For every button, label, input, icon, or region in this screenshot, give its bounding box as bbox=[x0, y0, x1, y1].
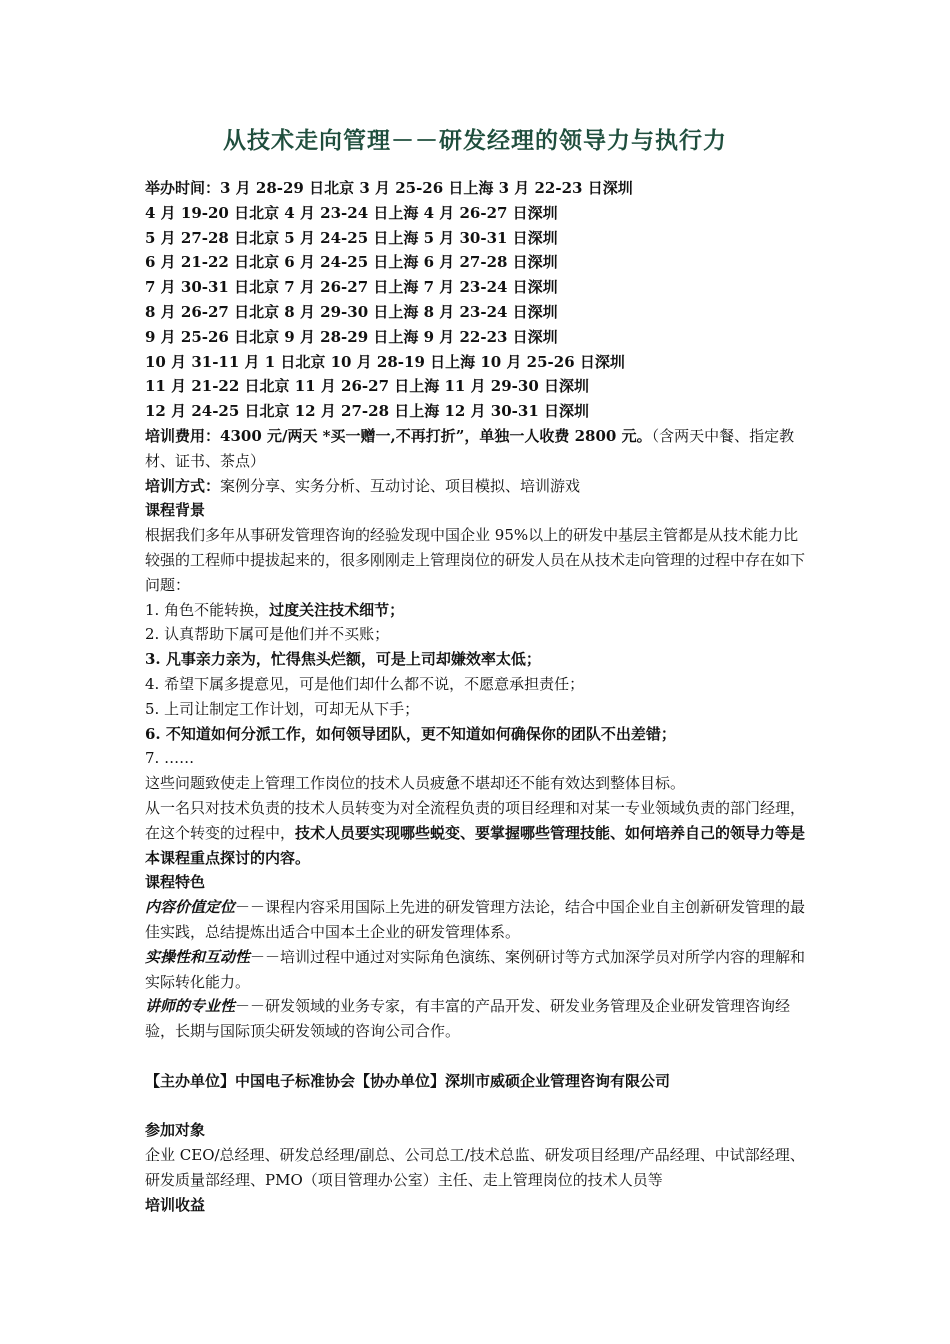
feature-text: －－课程内容采用国际上先进的研发管理方法论，结合中国企业自主创新研发管理的最佳实践，总结提炼出适合中国本土企业的研发管理体系。 bbox=[145, 898, 806, 941]
background-heading: 课程背景 bbox=[145, 501, 206, 520]
features-heading: 课程特色 bbox=[145, 873, 206, 892]
feature-item bbox=[145, 895, 810, 945]
fee-amount: 4300 元/两天 *买一赠一,不再打折”，单独一人收费 2800 元。 bbox=[220, 426, 652, 445]
feature-label: 内容价值定位 bbox=[145, 898, 236, 917]
schedule-date: 3 月 28-29 日北京 3 月 25-26 日上海 3 月 22-23 日深圳 bbox=[220, 179, 633, 197]
schedule-line: 5 月 27-28 日北京 5 月 24-25 日上海 5 月 30-31 日深圳 bbox=[145, 228, 558, 247]
problem-emphasis: 过度关注技术细节； bbox=[269, 600, 405, 619]
schedule-line: 11 月 21-22 日北京 11 月 26-27 日上海 11 月 29-30 日深圳 bbox=[145, 377, 589, 396]
background-conclusion bbox=[145, 796, 810, 870]
schedule-line: 8 月 26-27 日北京 8 月 29-30 日上海 8 月 23-24 日深圳 bbox=[145, 302, 558, 321]
conclusion-emphasis: 技术人员要实现哪些蜕变、要掌握哪些管理技能、如何培养自己的领导力等是本课程重点探讨的内容。 bbox=[145, 823, 806, 867]
fee-note: （含两天中餐、指定教材、证书、茶点） bbox=[145, 426, 795, 470]
fee-label: 培训费用： bbox=[145, 426, 221, 445]
problem-text: 1. 角色不能转换， bbox=[145, 600, 270, 619]
feature-label: 实操性和互动性 bbox=[145, 947, 251, 966]
feature-item bbox=[145, 945, 810, 995]
spacer bbox=[145, 1044, 810, 1069]
schedule-line: 12 月 24-25 日北京 12 月 27-28 日上海 12 月 30-31 日深圳 bbox=[145, 402, 589, 421]
schedule-label: 举办时间： bbox=[145, 179, 221, 197]
problem-item: 7. …… bbox=[145, 749, 195, 768]
problem-item: 4. 希望下属多提意见，可是他们却什么都不说，不愿意承担责任； bbox=[145, 674, 585, 693]
benefits-heading: 培训收益 bbox=[145, 1195, 206, 1214]
background-intro: 根据我们多年从事研发管理咨询的经验发现中国企业 95%以上的研发中基层主管都是从技术能力比较强的工程师中提拔起来的，很多刚刚走上管理岗位的研发人员在从技术走向管理的过程中存在如下问题： bbox=[145, 526, 806, 594]
problem-item: 3. 凡事亲力亲为，忙得焦头烂额，可是上司却嫌效率太低； bbox=[145, 650, 541, 669]
document-title: 从技术走向管理－－研发经理的领导力与执行力 bbox=[223, 127, 727, 154]
problem-item bbox=[145, 598, 810, 623]
feature-text: －－培训过程中通过对实际角色演练、案例研讨等方式加深学员对所学内容的理解和实际转化能力。 bbox=[145, 947, 806, 991]
feature-text: －－研发领域的业务专家，有丰富的产品开发、研发业务管理及企业研发管理咨询经验，长期与国际顶尖研发领域的咨询公司合作。 bbox=[145, 997, 791, 1041]
schedule-line: 9 月 25-26 日北京 9 月 28-29 日上海 9 月 22-23 日深圳 bbox=[145, 327, 558, 346]
schedule-line: 6 月 21-22 日北京 6 月 24-25 日上海 6 月 27-28 日深圳 bbox=[145, 253, 558, 272]
schedule-line: 4 月 19-20 日北京 4 月 23-24 日上海 4 月 26-27 日深圳 bbox=[145, 203, 558, 222]
schedule-line bbox=[145, 176, 810, 201]
problem-item: 6. 不知道如何分派工作，如何领导团队，更不知道如何确保你的团队不出差错； bbox=[145, 724, 676, 743]
document-body bbox=[145, 176, 810, 1217]
spacer bbox=[145, 1093, 810, 1118]
audience-text: 企业 CEO/总经理、研发总经理/副总、公司总工/技术总监、研发项目经理/产品经理、中试部经理、研发质量部经理、PMO（项目管理办公室）主任、走上管理岗位的技术人员等 bbox=[145, 1146, 805, 1189]
fee-paragraph bbox=[145, 424, 810, 474]
schedule-line: 10 月 31-11 月 1 日北京 10 月 28-19 日上海 10 月 25-26 日深圳 bbox=[145, 352, 625, 371]
method-label: 培训方式： bbox=[145, 476, 221, 495]
schedule-line: 7 月 30-31 日北京 7 月 26-27 日上海 7 月 23-24 日深圳 bbox=[145, 278, 558, 297]
conclusion-text: 从一名只对技术负责的技术人员转变为对全流程负责的项目经理和对某一专业领域负责的部门经理，在这个转变的过程中， bbox=[145, 798, 806, 842]
feature-item bbox=[145, 994, 810, 1044]
feature-label: 讲师的专业性 bbox=[145, 997, 236, 1016]
method-text: 案例分享、实务分析、互动讨论、项目模拟、培训游戏 bbox=[220, 476, 581, 495]
organizers-line: 【主办单位】中国电子标准协会【协办单位】深圳市威硕企业管理咨询有限公司 bbox=[145, 1071, 671, 1090]
problem-item: 5. 上司让制定工作计划，可却无从下手； bbox=[145, 699, 420, 718]
audience-heading: 参加对象 bbox=[145, 1121, 206, 1140]
background-summary: 这些问题致使走上管理工作岗位的技术人员疲惫不堪却还不能有效达到整体目标。 bbox=[145, 774, 686, 793]
problem-item: 2. 认真帮助下属可是他们并不买账； bbox=[145, 625, 390, 644]
method-paragraph bbox=[145, 474, 810, 499]
